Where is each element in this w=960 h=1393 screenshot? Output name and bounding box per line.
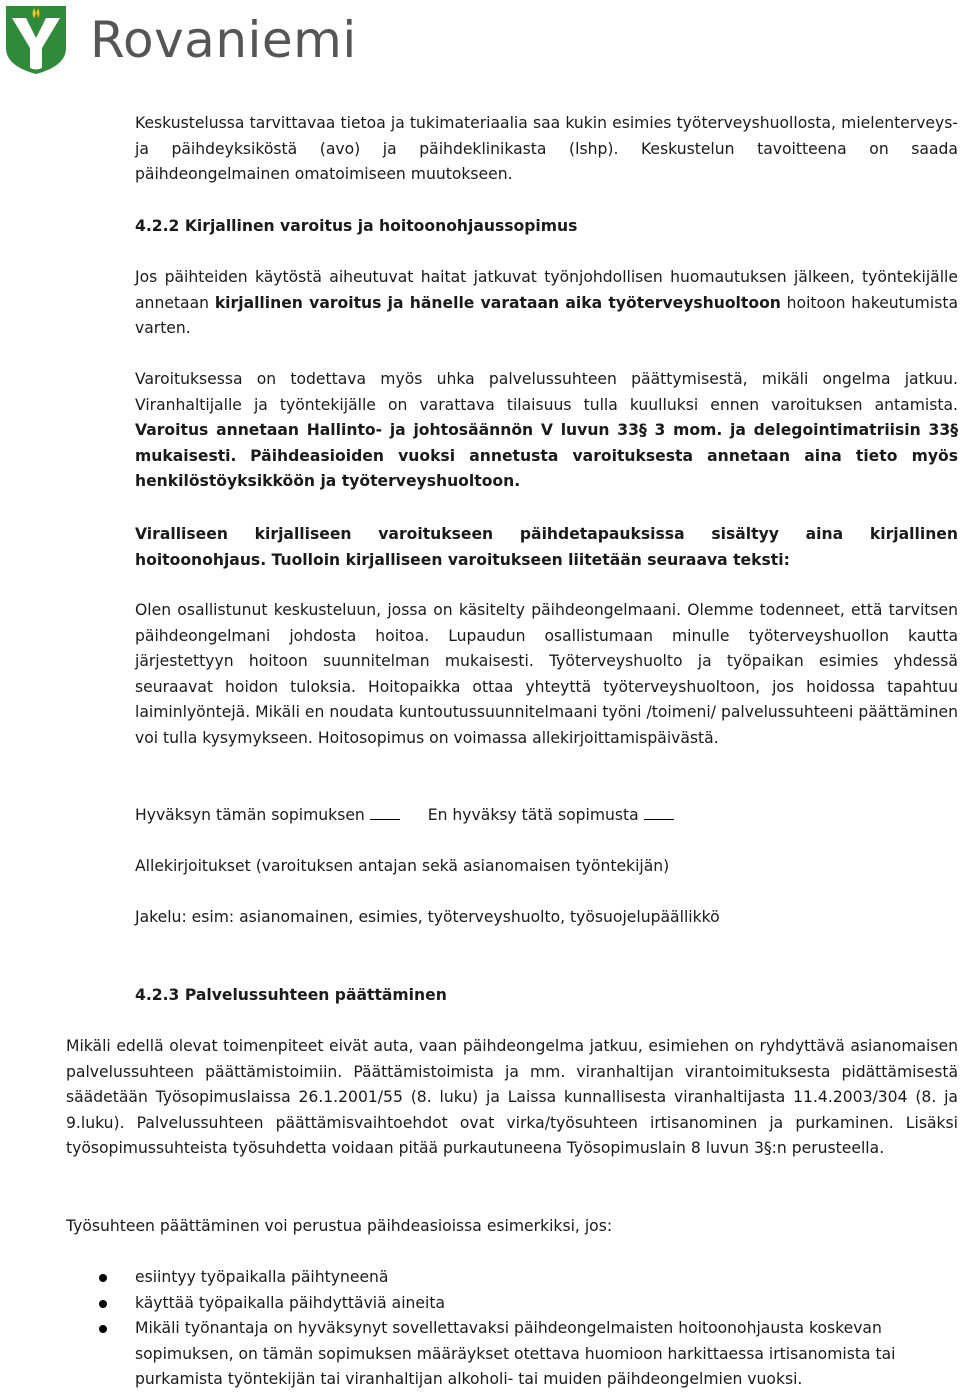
accept-blank[interactable] [370, 805, 400, 820]
reject-blank[interactable] [644, 805, 674, 820]
acceptance-line [135, 803, 958, 829]
termination-paragraph: Mikäli edellä olevat toimenpiteet eivät auta, vaan päihdeongelma jatkuu, esimiehen on ryhdyttävä asianomaisen palvelussuhteen päättämistoimiin. Päättämistoimista ja mm. viranhaltijan virantoimituksesta pidättämisestä säädetään Työsopimuslaissa 26.1.2001/55 (8. luku) ja Laissa kunnallisesta viranhaltijasta 11.4.2003/304 (8. ja 9.luku). Palvelussuhteen päättämisvaihtoehdot ovat virka/työsuhteen irtisanominen ja purkaminen. Lisäksi työsopimussuhteista työsuhdetta voidaan pitää purkautuneena Työsopimuslain 8 luvun 3§:n perusteella. [66, 1037, 958, 1158]
list-item: esiintyy työpaikalla päihtyneenä [135, 1265, 958, 1291]
termination-grounds-intro: Työsuhteen päättäminen voi perustua päihdeasioissa esimerkiksi, jos: [66, 1217, 613, 1235]
intro-paragraph: Keskustelussa tarvittavaa tietoa ja tukimateriaalia saa kukin esimies työterveyshuollosta, mielenterveys- ja päihdeyksiköstä (avo) ja päihdeklinikasta (lshp). Keskustelun tavoitteena on saada päihdeongelmainen omatoimiseen muutokseen. [135, 114, 958, 184]
brand-name: Rovaniemi [90, 11, 357, 69]
section-423-heading: 4.2.3 Palvelussuhteen päättäminen [135, 986, 447, 1004]
agreement-text-paragraph: Olen osallistunut keskusteluun, jossa on käsitelty päihdeongelmaani. Olemme todenneet, että tarvitsen päihdeongelmani johdosta hoitoa. Lupaudun osallistumaan minulle työterveyshuollon kautta järjestettyyn hoitoon suunnitelman mukaisesti. Työterveyshuolto ja työpaikan esimies yhdessä seuraavat hoidon tuloksia. Hoitopaikka ottaa yhteyttä työterveyshuoltoon, jos hoidossa tapahtuu laiminlyöntejä. Mikäli en noudata kuntoutussuunnitelmaani työni /toimeni/ palvelussuhteeni päättäminen voi tulla kysymykseen. Hoitosopimus on voimassa allekirjoittamispäivästä. [135, 601, 958, 747]
signatures-line: Allekirjoitukset (varoituksen antajan sekä asianomaisen työntekijän) [135, 857, 670, 875]
list-item: käyttää työpaikalla päihdyttäviä aineita [135, 1291, 958, 1317]
bullet-icon [99, 1325, 107, 1333]
distribution-line: Jakelu: esim: asianomainen, esimies, työterveyshuolto, työsuojelupäällikkö [135, 908, 720, 926]
bullet-icon [99, 1300, 107, 1308]
accept-label: Hyväksyn tämän sopimuksen [135, 806, 365, 824]
document-header [4, 4, 404, 76]
rovaniemi-coat-of-arms-logo [4, 4, 68, 76]
section-422-heading: 4.2.2 Kirjallinen varoitus ja hoitoonohjaussopimus [135, 217, 578, 235]
official-warning-paragraph: Viralliseen kirjalliseen varoitukseen päihdetapauksissa sisältyy aina kirjallinen hoitoonohjaus. Tuolloin kirjalliseen varoitukseen liitetään seuraava teksti: [135, 525, 958, 569]
bullet-icon [99, 1274, 107, 1282]
reject-label: En hyväksy tätä sopimusta [427, 806, 639, 824]
warning-content-paragraph: Varoituksessa on todettava myös uhka palvelussuhteen päättymisestä, mikäli ongelma jatkuu. Viranhaltijalle ja työntekijälle on varattava tilaisuus tulla kuulluksi ennen varoituksen antamista. Varoitus annetaan Hallinto- ja johtosäännön V luvun 33§ 3 mom. ja delegointimatriisin 33§ mukaisesti. Päihdeasioiden vuoksi annetusta varoituksesta annetaan aina tieto myös henkilöstöyksikköön ja työterveyshuoltoon. [135, 370, 958, 491]
written-warning-paragraph: Jos päihteiden käytöstä aiheutuvat haitat jatkuvat työnjohdollisen huomautuksen jälkeen, työntekijälle annetaan kirjallinen varoitus ja hänelle varataan aika työterveyshuoltoon hoitoon hakeutumista varten. [135, 268, 958, 338]
list-item: Mikäli työnantaja on hyväksynyt sovellettavaksi päihdeongelmaisten hoitoonohjausta koskevan sopimuksen, on tämän sopimuksen määräykset otettava huomioon harkittaessa irtisanomista tai purkamista työntekijän tai viranhaltijan alkoholi- tai muiden päihdeongelmien vuoksi. [135, 1316, 958, 1393]
termination-grounds-list [135, 1265, 958, 1393]
